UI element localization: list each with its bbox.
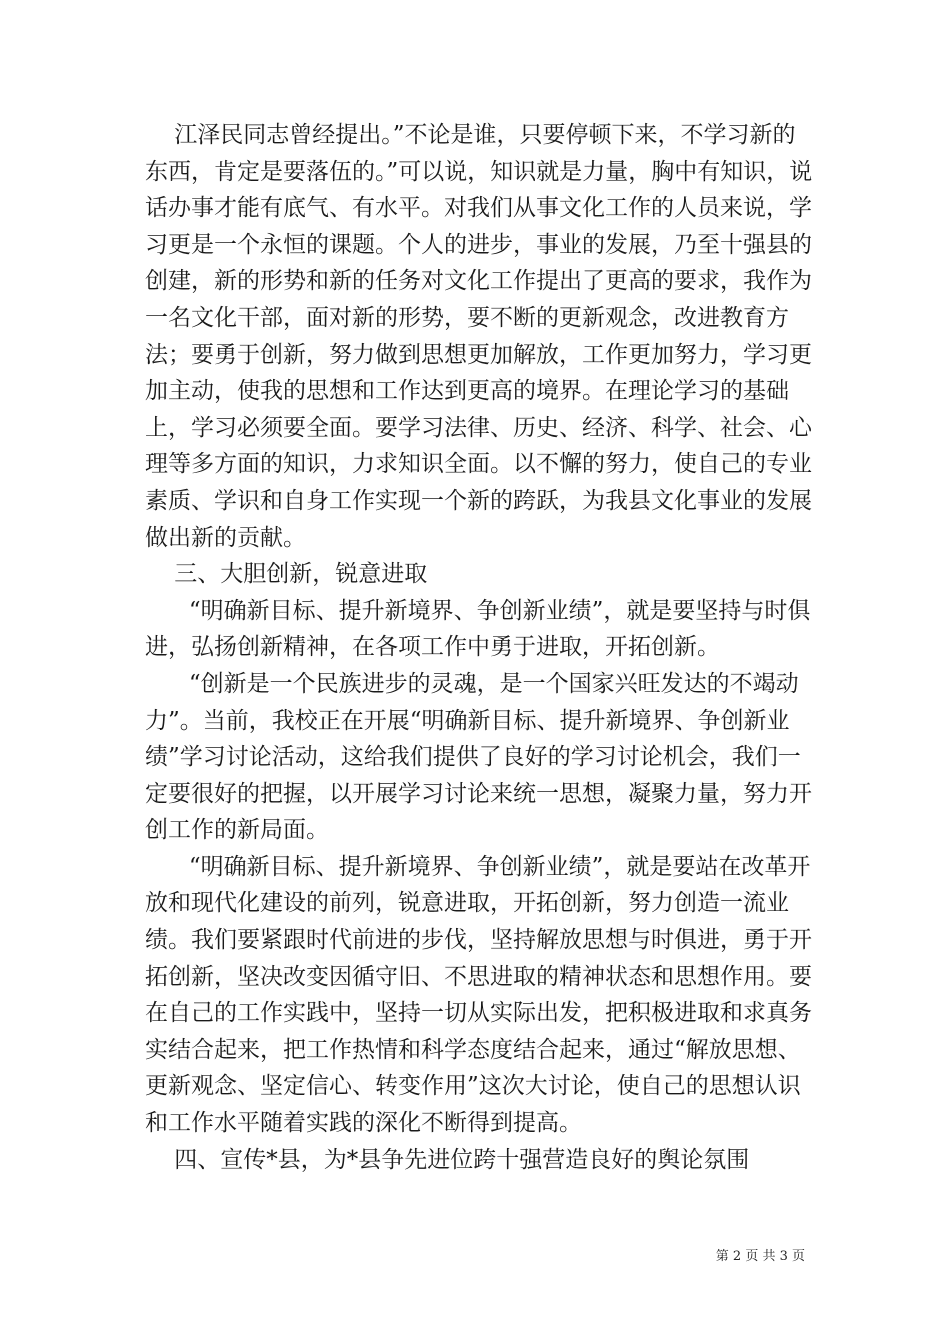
page-footer-pagination: 第 2 页 共 3 页 — [715, 1249, 805, 1264]
paragraph-innovation-soul: “创新是一个民族进步的灵魂，是一个国家兴旺发达的不竭动力”。当前，我校正在开展“明确新目标、提升新境界、争创新业绩”学习讨论活动，这给我们提供了良好的学习讨论机会，我们一定要很好的把握，以开展学习讨论来统一思想，凝聚力量，努力开创工作的新局面。 — [145, 670, 812, 844]
section-heading-publicity: 四、宣传*县，为*县争先进位跨十强营造良好的舆论氛围 — [145, 1146, 750, 1173]
section-heading-innovation: 三、大胆创新，锐意进取 — [145, 561, 428, 588]
paragraph-study-importance: 江泽民同志曾经提出。”不论是谁，只要停顿下来，不学习新的东西，肯定是要落伍的。”可以说，知识就是力量，胸中有知识，说话办事才能有底气、有水平。对我们从事文化工作的人员来说，学习更是一个永恒的课题。个人的进步，事业的发展，乃至十强县的创建，新的形势和新的任务对文化工作提出了更高的要求，我作为一名文化干部，面对新的形势，要不断的更新观念，改进教育方法；要勇于创新，努力做到思想更加解放，工作更加努力，学习更加主动，使我的思想和工作达到更高的境界。在理论学习的基础上，学习必须要全面。要学习法律、历史、经济、科学、社会、心理等多方面的知识，力求知识全面。以不懈的努力，使自己的专业素质、学识和自身工作实现一个新的跨跃，为我县文化事业的发展做出新的贡献。 — [145, 122, 813, 551]
document-body — [145, 117, 813, 1178]
paragraph-reform-frontline: “明确新目标、提升新境界、争创新业绩”，就是要站在改革开放和现代化建设的前列，锐意进取，开拓创新，努力创造一流业绩。我们要紧跟时代前进的步伐，坚持解放思想与时俱进，勇于开拓创新，坚决改变因循守旧、不思进取的精神状态和思想作用。要在自己的工作实践中，坚持一切从实际出发，把积极进取和求真务实结合起来，把工作热情和科学态度结合起来，通过“解放思想、更新观念、坚定信心、转变作用”这次大讨论，使自己的思想认识和工作水平随着实践的深化不断得到提高。 — [145, 853, 812, 1137]
paragraph-keep-pace: “明确新目标、提升新境界、争创新业绩”，就是要坚持与时俱进，弘扬创新精神，在各项工作中勇于进取，开拓创新。 — [145, 597, 811, 661]
